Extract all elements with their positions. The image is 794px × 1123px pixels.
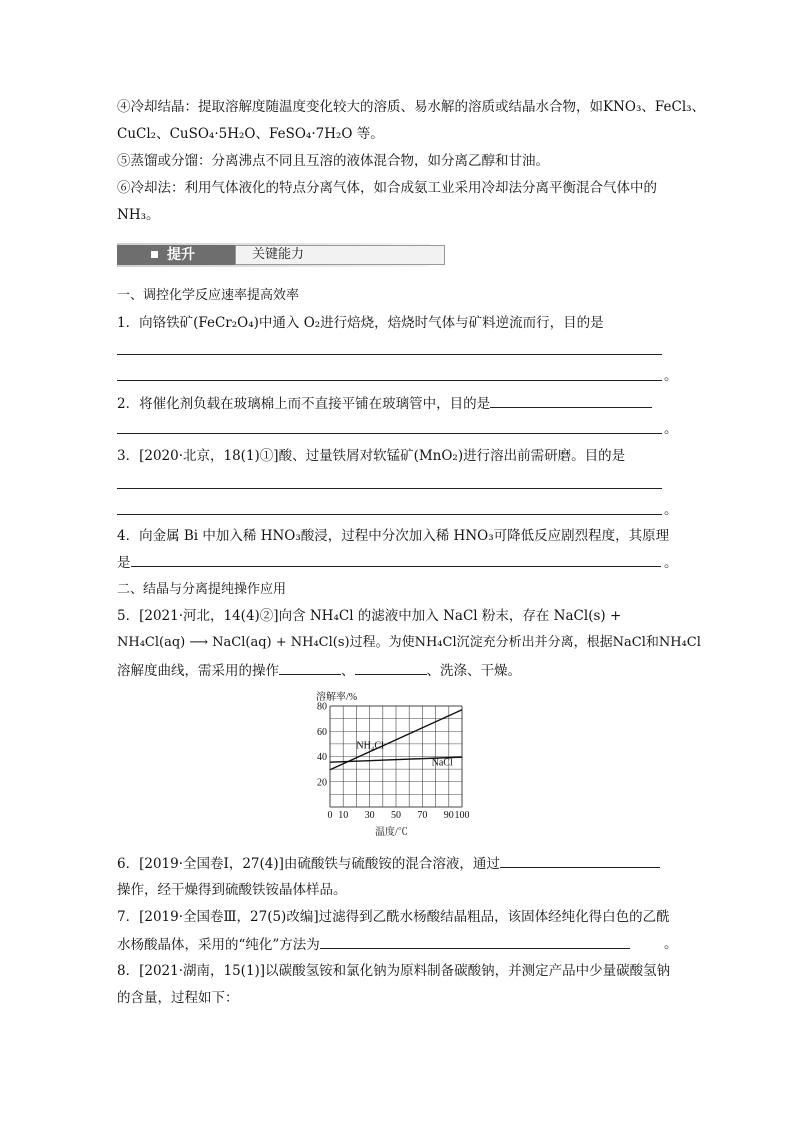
- x-tick-label: 50: [391, 810, 401, 821]
- answer-blank[interactable]: [279, 660, 341, 675]
- x-axis-label: 温度/℃: [375, 827, 408, 838]
- question-text-span: 是: [117, 555, 131, 571]
- period: 。: [664, 555, 678, 571]
- y-tick-label: 60: [317, 726, 327, 738]
- y-tick-label: 20: [317, 777, 327, 789]
- text-line: ⑥冷却法：利用气体液化的特点分离气体，如合成氨工业采用冷却法分离平衡混合气体中的: [117, 180, 657, 196]
- x-tick-label: 30: [364, 810, 375, 821]
- question-text-span: 、: [341, 663, 355, 679]
- text-line: ④冷却结晶：提取溶解度随温度变化较大的溶质、易水解的溶质或结晶水合物，如KNO₃、FeCl₃、: [117, 99, 706, 115]
- x-ticks: [328, 810, 470, 821]
- text-line: CuCl₂、CuSO₄·5H₂O、FeSO₄·7H₂O 等。: [117, 126, 384, 142]
- section-heading: 一、调控化学反应速率提高效率: [117, 288, 300, 303]
- question-text: [117, 660, 521, 681]
- question-text: [117, 934, 630, 955]
- period: 。: [664, 936, 678, 952]
- x-tick-label: 10: [338, 810, 349, 821]
- answer-blank[interactable]: [355, 660, 427, 675]
- x-tick-label: 100: [454, 810, 470, 821]
- question-text: NH₄Cl(aq) ⟶ NaCl(aq) + NH₄Cl(s)过程。为使NH₄Cl沉淀充分析出并分离，根据NaCl和NH₄Cl: [117, 635, 701, 650]
- answer-blank[interactable]: [490, 393, 652, 408]
- question-text: 操作，经干燥得到硫酸铁铵晶体样品。: [117, 882, 347, 898]
- y-axis-label: 溶解率/%: [316, 692, 358, 703]
- section-heading: 二、结晶与分离提纯操作应用: [117, 582, 287, 597]
- question-text-span: 6．[2019·全国卷Ⅰ，27(4)]由硫酸铁与硫酸铵的混合溶液，通过: [117, 856, 500, 872]
- answer-line[interactable]: [117, 488, 662, 489]
- question-text-span: 溶解度曲线，需采用的操作: [117, 663, 279, 679]
- y-tick-label: 40: [317, 752, 327, 763]
- answer-blank[interactable]: [500, 853, 660, 868]
- x-tick-label: 90: [443, 810, 454, 821]
- question-text: 5．[2021·河北，14(4)②]向含 NH₄Cl 的滤液中加入 NaCl 粉末，存在 NaCl(s) +: [117, 608, 622, 624]
- question-text: [117, 393, 652, 414]
- x-tick-label: 0: [327, 810, 333, 821]
- period: 。: [664, 368, 678, 384]
- answer-blank[interactable]: [320, 934, 630, 949]
- answer-blank[interactable]: [131, 552, 661, 567]
- question-text: [117, 552, 661, 573]
- text-line: NH₃。: [117, 207, 160, 223]
- question-text: 1．向铬铁矿(FeCr₂O₄)中通入 O₂进行焙烧，焙烧时气体与矿料逆流而行，目的是: [117, 315, 604, 331]
- section-banner: [117, 243, 430, 267]
- question-text-span: 水杨酸晶体，采用的“纯化”方法为: [117, 937, 320, 953]
- banner-title: 提升: [167, 247, 195, 263]
- answer-line[interactable]: [117, 433, 662, 434]
- answer-line[interactable]: [117, 354, 662, 355]
- answer-line[interactable]: [117, 514, 662, 515]
- question-text-span: 、洗涤、干燥。: [426, 663, 521, 679]
- paragraph-distillation: ⑤蒸馏或分馏：分离沸点不同且互溶的液体混合物，如分离乙醇和甘油。: [117, 153, 549, 169]
- nacl-label: NaCl: [431, 757, 453, 769]
- y-ticks: [317, 702, 327, 789]
- period: 。: [664, 502, 678, 518]
- question-text: 的含量，过程如下：: [117, 990, 239, 1006]
- question-text: 3．[2020·北京，18(1)①]酸、过量铁屑对软锰矿(MnO₂)进行溶出前需研磨。目的是: [117, 448, 626, 464]
- nh4cl-label: NH₄Cl: [356, 740, 384, 752]
- question-text: 7．[2019·全国卷Ⅲ，27(5)改编]过滤得到乙酰水杨酸结晶粗品，该固体经纯化得白色的乙酰: [117, 909, 670, 925]
- question-text: 4．向金属 Bi 中加入稀 HNO₃酸浸，过程中分次加入稀 HNO₃可降低反应剧烈程度，其原理: [117, 528, 670, 544]
- square-bullet-icon: [151, 251, 158, 258]
- solubility-chart: [310, 690, 490, 840]
- y-tick-label: 80: [317, 701, 327, 713]
- question-text: [117, 853, 660, 874]
- answer-line[interactable]: [117, 380, 662, 381]
- banner-subtitle: 关键能力: [252, 247, 305, 262]
- x-tick-label: 70: [417, 810, 428, 821]
- question-text-span: 2．将催化剂负载在玻璃棉上而不直接平铺在玻璃管中，目的是: [117, 396, 491, 412]
- question-text: 8．[2021·湖南，15(1)]以碳酸氢铵和氯化钠为原料制备碳酸钠，并测定产品中少量碳酸氢钠: [117, 963, 671, 979]
- period: 。: [664, 421, 678, 437]
